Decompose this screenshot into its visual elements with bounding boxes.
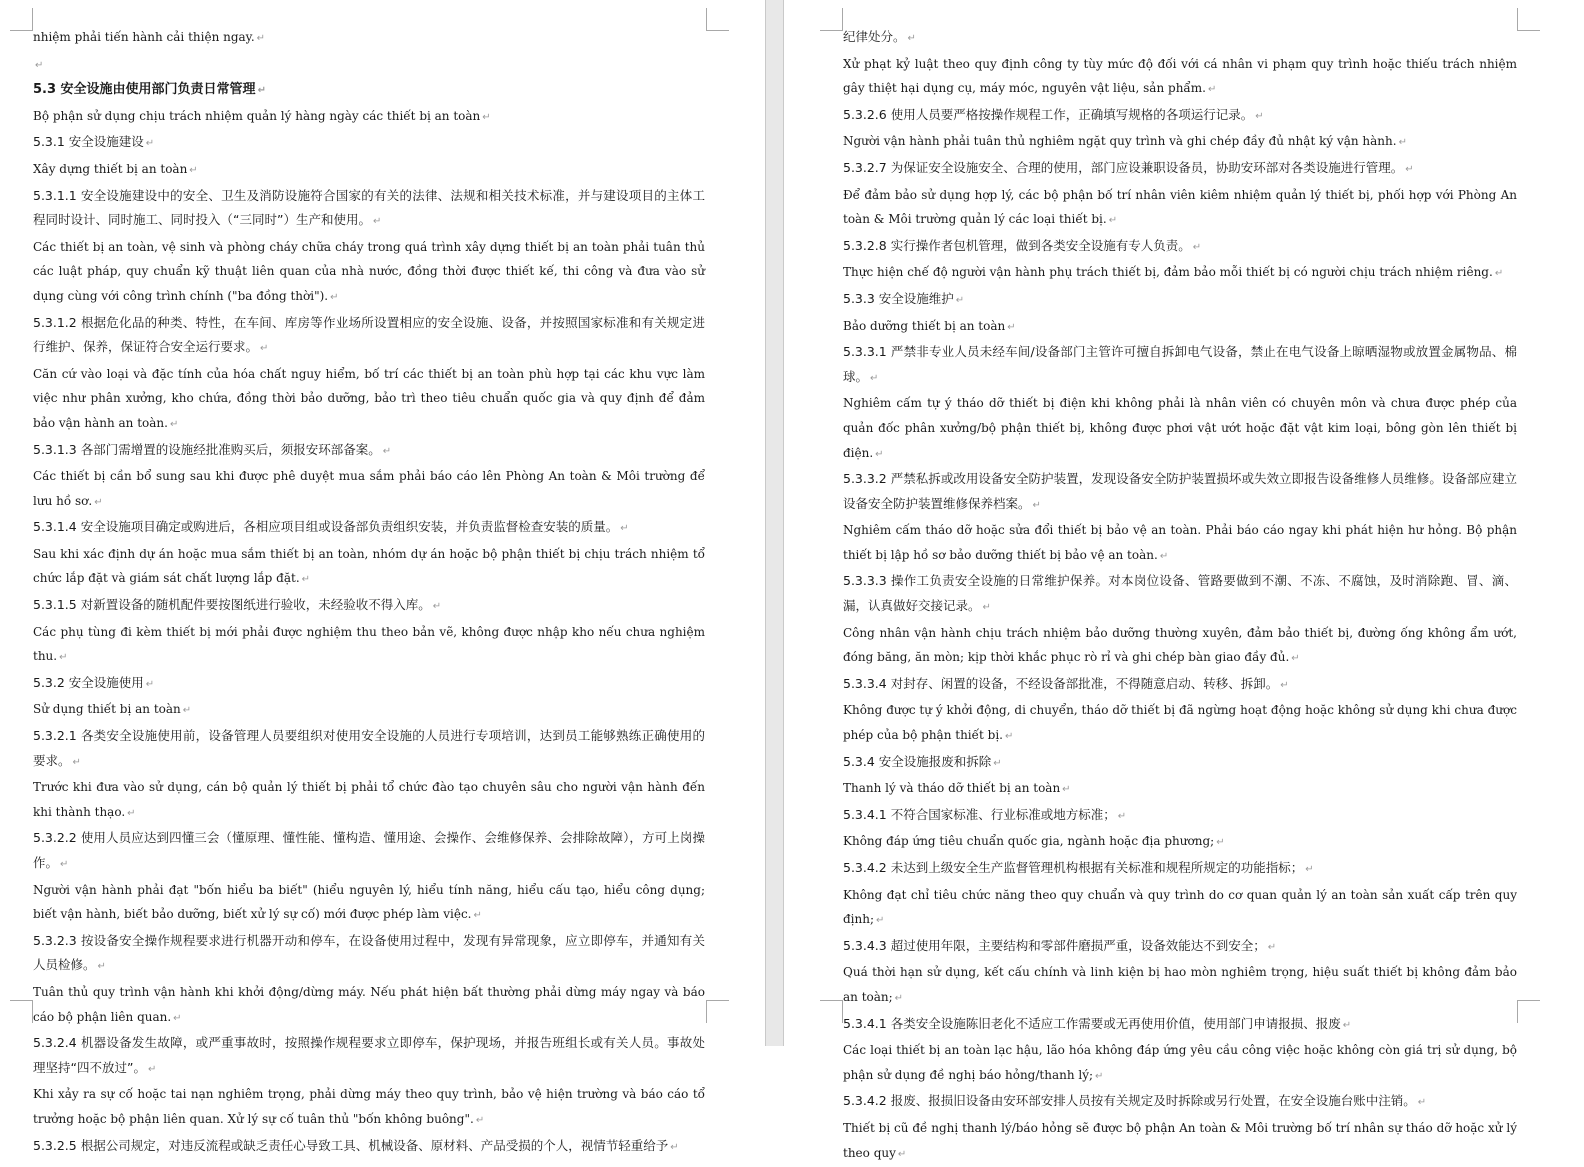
paragraph-text: Công nhân vận hành chịu trách nhiệm bảo dưỡng thường xuyên, đảm bảo thiết bị, đường ống không ẩm ướt, đóng băng, ăn mòn; kịp thời khắc phục rò rỉ và ghi chép bàn giao đầy đủ. [843, 625, 1517, 665]
paragraph-mark-icon: ↵ [955, 294, 965, 306]
paragraph-text: Thanh lý và tháo dỡ thiết bị an toàn [843, 781, 1061, 796]
paragraph-text: Các thiết bị an toàn, vệ sinh và phòng cháy chữa cháy trong quá trình xây dựng thiết bị an toàn phải tuân thủ các luật pháp, quy chuẩn kỹ thuật liên quan của nhà nước, đồng thời được thiết kế, thi công và đưa vào sử dụng cùng với công trình chính ("ba đồng thời"). [33, 239, 705, 303]
paragraph[interactable] [843, 960, 1517, 1011]
crop-mark-bottom-left [10, 1000, 33, 1023]
paragraph-text: 5.3.4.3 超过使用年限，主要结构和零部件磨损严重，设备效能达不到安全； [843, 937, 1266, 953]
paragraph-text: Các loại thiết bị an toàn lạc hậu, lão hóa không đáp ứng yêu cầu công việc hoặc không còn giá trị sử dụng, bộ phận sử dụng đề nghị báo hỏng/thanh lý; [843, 1043, 1517, 1082]
paragraph[interactable] [33, 620, 705, 671]
paragraph-text: 5.3.1.1 安全设施建设中的安全、卫生及消防设施符合国家的有关的法律、法规和相关技术标准，并与建设项目的主体工程同时设计、同时施工、同时投入（“三同时”）生产和使用。 [33, 187, 705, 228]
paragraph-mark-icon: ↵ [897, 1148, 907, 1160]
paragraph-mark-icon: ↵ [1342, 1019, 1352, 1031]
paragraph-mark-icon: ↵ [1305, 864, 1314, 875]
paragraph-text: nhiệm phải tiến hành cải thiện ngay. [33, 30, 255, 44]
paragraph-text: 5.3.1.4 安全设施项目确定或购进后，各相应项目组或设备部负责组织安装，并负责监督检查安装的质量。 [33, 519, 619, 535]
document-page-left [0, 0, 765, 1153]
paragraph[interactable] [843, 234, 1517, 261]
crop-mark-top-left [820, 8, 843, 31]
paragraph-text: Các thiết bị cần bổ sung sau khi được phê duyệt mua sắm phải báo cáo lên Phòng An toàn & Môi trường để lưu hồ sơ. [33, 469, 705, 508]
paragraph-mark-icon: ↵ [1192, 241, 1202, 253]
paragraph-mark-icon: ↵ [1007, 321, 1016, 333]
paragraph-mark-icon: ↵ [894, 992, 904, 1004]
page-text-column[interactable] [33, 25, 705, 1160]
paragraph-mark-icon: ↵ [60, 859, 69, 870]
paragraph-text: 5.3.4.2 报废、报损旧设备由安环部安排人员按有关规定及时拆除或另行处置，在安全设施台账中注销。 [843, 1093, 1416, 1109]
paragraph-text: 5.3.3.1 严禁非专业人员未经车间/设备部门主管许可擅自拆卸电气设备，禁止在电气设备上晾晒湿物或放置金属物品、棉球。 [843, 344, 1517, 384]
paragraph[interactable] [843, 156, 1517, 183]
paragraph-text: 5.3.4.1 各类安全设施陈旧老化不适应工作需要或无再使用价值，使用部门申请报损、报废 [843, 1015, 1341, 1031]
paragraph-text: Tuân thủ quy trình vận hành khi khởi động/dừng máy. Nếu phát hiện bất thường phải dừng máy ngay và báo cáo bộ phận liên quan. [33, 984, 705, 1024]
paragraph[interactable] [843, 856, 1517, 883]
paragraph[interactable] [33, 25, 705, 52]
paragraph[interactable] [33, 1031, 705, 1082]
paragraph-mark-icon: ↵ [993, 757, 1002, 769]
paragraph[interactable] [843, 314, 1517, 341]
paragraph-mark-icon: ↵ [256, 33, 266, 44]
paragraph-mark-icon: ↵ [1095, 1070, 1104, 1082]
paragraph-mark-icon: ↵ [173, 1012, 182, 1024]
paragraph-text: 5.3.1.2 根据危化品的种类、特性，在车间、库房等作业场所设置相应的安全设施、设备，并按照国家标准和有关规定进行维护、保养，保证符合安全运行要求。 [33, 314, 705, 355]
section-heading[interactable] [33, 78, 705, 104]
paragraph[interactable] [843, 698, 1517, 749]
paragraph-mark-icon: ↵ [1398, 137, 1407, 149]
paragraph-mark-icon: ↵ [1005, 731, 1014, 743]
paragraph-text: 5.3.2.5 根据公司规定，对违反流程或缺乏责任心导致工具、机械设备、原材料、产品受损的个人，视情节轻重给予 [33, 1137, 669, 1153]
paragraph-mark-icon: ↵ [475, 1114, 485, 1126]
paragraph-text: Bảo dưỡng thiết bị an toàn [843, 318, 1006, 333]
paragraph-mark-icon: ↵ [94, 496, 103, 508]
paragraph[interactable] [843, 1089, 1517, 1116]
paragraph-text: 5.3.4 安全设施报废和拆除 [843, 753, 992, 769]
paragraph[interactable] [33, 464, 705, 515]
paragraph[interactable] [33, 235, 705, 311]
paragraph-text: 5.3.1.5 对新置设备的随机配件要按图纸进行验收，未经验收不得入库。 [33, 597, 431, 613]
paragraph-mark-icon: ↵ [145, 678, 155, 690]
paragraph-text: Xử phạt kỷ luật theo quy định công ty tùy mức độ đối với cá nhân vi phạm quy trình hoặc thiếu trách nhiệm gây thiệt hại dụng cụ, máy móc, nguyên vật liệu, sản phẩm. [843, 56, 1517, 96]
paragraph-text: 5.3 安全设施由使用部门负责日常管理 [33, 82, 256, 98]
paragraph-mark-icon: ↵ [257, 85, 266, 97]
paragraph-text: Người vận hành phải tuân thủ nghiêm ngặt quy trình và ghi chép đầy đủ nhật ký vận hành. [843, 134, 1397, 149]
paragraph[interactable] [843, 1038, 1517, 1089]
paragraph-text: 5.3.2.8 实行操作者包机管理，做到各类安全设施有专人负责。 [843, 237, 1191, 253]
paragraph-text: Bộ phận sử dụng chịu trách nhiệm quản lý hàng ngày các thiết bị an toàn [33, 108, 481, 123]
paragraph-mark-icon: ↵ [1032, 499, 1041, 511]
paragraph-mark-icon: ↵ [127, 807, 136, 819]
paragraph[interactable] [843, 340, 1517, 391]
paragraph-text: 5.3.3 安全设施维护 [843, 290, 954, 306]
paragraph-mark-icon: ↵ [875, 448, 884, 460]
paragraph-text: 5.3.2 安全设施使用 [33, 674, 144, 690]
paragraph-text: Nghiêm cấm tự ý tháo dỡ thiết bị điện khi không phải là nhân viên có chuyên môn và chưa được phép của quản đốc phân xưởng/bộ phận thiết bị, không được phơi vật ướt hoặc đặt vật kim loại, bông gòn lên thiết bị điện. [843, 396, 1517, 460]
paragraph-mark-icon: ↵ [145, 138, 155, 150]
paragraph[interactable] [843, 103, 1517, 130]
paragraph-text: Sử dụng thiết bị an toàn [33, 702, 181, 717]
paragraph-text: 5.3.2.7 为保证安全设施安全、合理的使用，部门应设兼职设备员，协助安环部对各类设施进行管理。 [843, 159, 1404, 175]
paragraph-text: Căn cứ vào loại và đặc tính của hóa chất nguy hiểm, bố trí các thiết bị an toàn phù hợp tại các khu vực làm việc như phân xưởng, kho chứa, đồng thời bảo dưỡng, bảo trì theo tiêu chuẩn quốc gia và quy định để đảm bảo vận hành an toàn. [33, 366, 705, 430]
paragraph[interactable] [843, 934, 1517, 961]
paragraph-text: 5.3.2.6 使用人员要严格按操作规程工作，正确填写规格的各项运行记录。 [843, 106, 1254, 122]
paragraph-text: 5.3.4.2 未达到上级安全生产监督管理机构根据有关标准和规程所规定的功能指标； [843, 860, 1304, 875]
paragraph-mark-icon: ↵ [1108, 215, 1118, 227]
paragraph-mark-icon: ↵ [189, 164, 198, 176]
paragraph[interactable] [843, 467, 1517, 518]
paragraph-mark-icon: ↵ [1267, 941, 1277, 953]
paragraph[interactable] [33, 1082, 705, 1133]
paragraph[interactable] [843, 883, 1517, 934]
paragraph-mark-icon: ↵ [1255, 110, 1264, 122]
paragraph-mark-icon: ↵ [982, 602, 991, 614]
paragraph[interactable] [33, 157, 705, 184]
paragraph[interactable] [843, 750, 1517, 777]
paragraph-mark-icon: ↵ [301, 574, 311, 586]
paragraph[interactable] [33, 593, 705, 620]
paragraph[interactable] [33, 878, 705, 929]
paragraph[interactable] [33, 980, 705, 1031]
paragraph[interactable] [843, 129, 1517, 156]
paragraph[interactable] [843, 1012, 1517, 1039]
paragraph[interactable] [843, 1116, 1517, 1167]
paragraph-mark-icon: ↵ [182, 705, 192, 717]
paragraph-mark-icon: ↵ [1216, 837, 1225, 849]
paragraph[interactable] [843, 183, 1517, 234]
paragraph-mark-icon: ↵ [1207, 84, 1217, 96]
paragraph-text: Sau khi xác định dự án hoặc mua sắm thiết bị an toàn, nhóm dự án hoặc bộ phận thiết bị chịu trách nhiệm tổ chức lắp đặt và giám sát chất lượng lắp đặt. [33, 546, 705, 586]
paragraph-text: 5.3.2.2 使用人员应达到四懂三会（懂原理、懂性能、懂构造、懂用途、会操作、会维修保养、会排除故障），方可上岗操作。 [33, 830, 705, 870]
paragraph-text: 5.3.4.1 不符合国家标准、行业标准或地方标准； [843, 806, 1116, 822]
paragraph[interactable] [33, 542, 705, 593]
crop-mark-bottom-right [1517, 1000, 1540, 1023]
page-text-column[interactable] [843, 25, 1517, 1167]
paragraph-mark-icon: ↵ [1291, 653, 1300, 665]
paragraph-text: Xây dựng thiết bị an toàn [33, 161, 188, 176]
paragraph-mark-icon: ↵ [382, 445, 392, 457]
paragraph[interactable] [33, 184, 705, 235]
crop-mark-bottom-right [706, 1000, 729, 1023]
paragraph-text: 5.3.2.1 各类安全设施使用前，设备管理人员要组织对使用安全设施的人员进行专项培训，达到员工能够熟练正确使用的要求。 [33, 728, 705, 768]
paragraph-mark-icon: ↵ [1405, 163, 1414, 175]
page-gutter [765, 0, 784, 1046]
paragraph-text: 5.3.3.3 操作工负责安全设施的日常维护保养。对本岗位设备、管路要做到不潮、不冻、不腐蚀，及时消除跑、冒、滴、漏，认真做好交接记录。 [843, 573, 1517, 614]
paragraph-text: Không được tự ý khởi động, di chuyển, tháo dỡ thiết bị đã ngừng hoạt động hoặc không sử dụng khi chưa được phép của bộ phận thiết bị. [843, 703, 1517, 743]
paragraph[interactable] [33, 311, 705, 362]
crop-mark-bottom-left [820, 1000, 843, 1023]
paragraph-mark-icon: ↵ [432, 601, 442, 613]
paragraph-mark-icon: ↵ [1062, 784, 1071, 796]
paragraph[interactable] [33, 104, 705, 131]
paragraph-text: 5.3.1 安全设施建设 [33, 134, 144, 150]
document-page-right [784, 0, 1584, 1160]
paragraph[interactable] [843, 569, 1517, 620]
paragraph-mark-icon: ↵ [97, 961, 106, 973]
paragraph[interactable] [33, 52, 705, 79]
paragraph[interactable] [33, 130, 705, 157]
paragraph-mark-icon: ↵ [870, 372, 879, 384]
paragraph[interactable] [33, 515, 705, 542]
paragraph-text: Không đạt chỉ tiêu chức năng theo quy chuẩn và quy trình do cơ quan quản lý an toàn sản xuất cấp trên quy định; [843, 887, 1517, 927]
paragraph-text: Thực hiện chế độ người vận hành phụ trách thiết bị, đảm bảo mỗi thiết bị có người chịu trách nhiệm riêng. [843, 265, 1493, 280]
paragraph[interactable] [33, 724, 705, 775]
paragraph-mark-icon: ↵ [59, 652, 68, 664]
paragraph-mark-icon: ↵ [1417, 1097, 1427, 1109]
paragraph[interactable] [843, 672, 1517, 699]
paragraph-mark-icon: ↵ [473, 910, 482, 922]
paragraph[interactable] [33, 438, 705, 465]
paragraph-mark-icon: ↵ [670, 1141, 679, 1153]
paragraph-text: 5.3.2.4 机器设备发生故障，或严重事故时，按照操作规程要求立即停车，保护现场，并报告班组长或有关人员。事故处理坚持“四不放过”。 [33, 1035, 705, 1075]
paragraph-text: Không đáp ứng tiêu chuẩn quốc gia, ngành hoặc địa phương; [843, 834, 1215, 849]
paragraph-mark-icon: ↵ [1494, 268, 1504, 280]
paragraph-text: 5.3.3.4 对封存、闲置的设备，不经设备部批准，不得随意启动、转移、拆卸。 [843, 675, 1279, 691]
paragraph-mark-icon: ↵ [147, 1063, 157, 1075]
paragraph[interactable] [33, 929, 705, 980]
paragraph[interactable] [843, 260, 1517, 287]
paragraph-text: Nghiêm cấm tháo dỡ hoặc sửa đổi thiết bị bảo vệ an toàn. Phải báo cáo ngay khi phát hiện hư hỏng. Bộ phận thiết bị lập hồ sơ bảo dưỡng thiết bị bảo vệ an toàn. [843, 523, 1517, 562]
paragraph-mark-icon: ↵ [260, 343, 269, 355]
paragraph[interactable] [843, 52, 1517, 103]
paragraph[interactable] [843, 518, 1517, 569]
paragraph[interactable] [33, 362, 705, 438]
paragraph-mark-icon: ↵ [876, 915, 885, 927]
paragraph-text: Người vận hành phải đạt "bốn hiểu ba biết" (hiểu nguyên lý, hiểu tính năng, hiểu cấu tạo, hiểu công dụng; biết vận hành, biết bảo dưỡng, biết xử lý sự cố) mới được phép làm việc. [33, 882, 705, 922]
paragraph-mark-icon: ↵ [330, 291, 339, 303]
paragraph-text: Các phụ tùng đi kèm thiết bị mới phải được nghiệm thu theo bản vẽ, không được nhập kho nếu chưa nghiệm thu. [33, 624, 705, 664]
paragraph-text: 5.3.1.3 各部门需增置的设施经批准购买后，须报安环部备案。 [33, 441, 381, 457]
paragraph-mark-icon: ↵ [482, 111, 491, 123]
paragraph[interactable] [843, 803, 1517, 830]
paragraph-mark-icon: ↵ [1117, 810, 1127, 822]
paragraph-mark-icon: ↵ [72, 756, 81, 768]
paragraph[interactable] [843, 391, 1517, 467]
paragraph-text: Để đảm bảo sử dụng hợp lý, các bộ phận bố trí nhân viên kiêm nhiệm quản lý thiết bị, phối hợp với Phòng An toàn & Môi trường quản lý các loại thiết bị. [843, 187, 1517, 227]
paragraph[interactable] [33, 1134, 705, 1161]
paragraph-text: 5.3.2.3 按设备安全操作规程要求进行机器开动和停车，在设备使用过程中，发现有异常现象，应立即停车，并通知有关人员检修。 [33, 932, 705, 973]
crop-mark-top-left [10, 8, 33, 31]
crop-mark-top-right [1517, 8, 1540, 31]
paragraph[interactable] [843, 829, 1517, 856]
paragraph-mark-icon: ↵ [1280, 679, 1289, 691]
paragraph[interactable] [843, 621, 1517, 672]
paragraph[interactable] [33, 671, 705, 698]
paragraph-mark-icon: ↵ [169, 418, 179, 430]
crop-mark-top-right [706, 8, 729, 31]
paragraph[interactable] [843, 287, 1517, 314]
paragraph-text: Thiết bị cũ đề nghị thanh lý/báo hỏng sẽ được bộ phận An toàn & Môi trường bố trí nhân sự tháo dỡ hoặc xử lý theo quy [843, 1120, 1517, 1160]
paragraph-mark-icon: ↵ [620, 523, 629, 535]
paragraph[interactable] [33, 826, 705, 877]
paragraph-text: Khi xảy ra sự cố hoặc tai nạn nghiêm trọng, phải dừng máy theo quy trình, bảo vệ hiện trường và báo cáo tổ trưởng hoặc bộ phận liên quan. Xử lý sự cố tuân thủ "bốn không buông". [33, 1087, 705, 1126]
paragraph-mark-icon: ↵ [372, 216, 382, 228]
paragraph-text: 纪律处分。 [843, 29, 906, 44]
paragraph-text: Trước khi đưa vào sử dụng, cán bộ quản lý thiết bị phải tổ chức đào tạo chuyên sâu cho người vận hành đến khi thành thạo. [33, 780, 705, 819]
paragraph-text: 5.3.3.2 严禁私拆或改用设备安全防护装置，发现设备安全防护装置损坏或失效立即报告设备维修人员维修。设备部应建立设备安全防护装置维修保养档案。 [843, 471, 1517, 511]
paragraph-mark-icon: ↵ [907, 33, 916, 44]
paragraph-mark-icon: ↵ [35, 59, 44, 71]
paragraph[interactable] [33, 697, 705, 724]
paragraph-mark-icon: ↵ [1159, 550, 1169, 562]
paragraph[interactable] [843, 776, 1517, 803]
paragraph[interactable] [843, 25, 1517, 52]
paragraph-text: Quá thời hạn sử dụng, kết cấu chính và linh kiện bị hao mòn nghiêm trọng, hiệu suất thiết bị không đảm bảo an toàn; [843, 965, 1517, 1004]
paragraph[interactable] [33, 775, 705, 826]
